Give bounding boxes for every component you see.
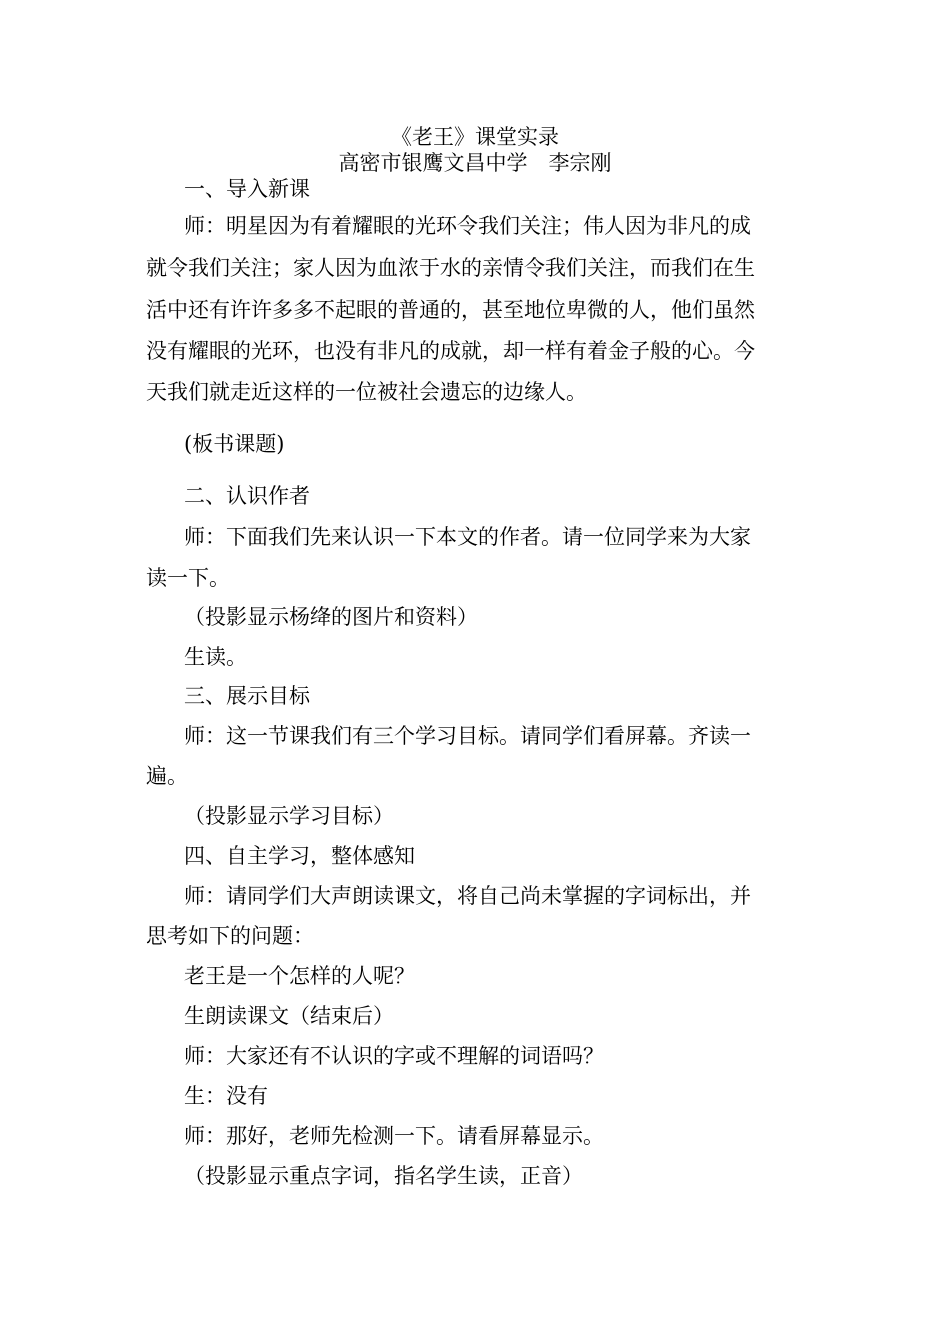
section-heading: 一、导入新课: [184, 177, 310, 201]
paragraph-line: 师：请同学们大声朗读课文，将自己尚未掌握的字词标出，并: [184, 884, 751, 908]
paragraph-line: 老王是一个怎样的人呢？: [184, 964, 415, 988]
document-title: 《老王》课堂实录: [391, 125, 559, 149]
paragraph-line: 就令我们关注；家人因为血浓于水的亲情令我们关注，而我们在生: [146, 256, 755, 280]
paragraph-line: 师：下面我们先来认识一下本文的作者。请一位同学来为大家: [184, 525, 751, 549]
paragraph-line: 师：这一节课我们有三个学习目标。请同学们看屏幕。齐读一: [184, 724, 751, 748]
author-line: 高密市银鹰文昌中学 李宗刚: [338, 151, 612, 175]
paragraph-line: 没有耀眼的光环，也没有非凡的成就，却一样有着金子般的心。今: [146, 339, 755, 363]
paragraph-line: (板书课题): [184, 432, 285, 456]
paragraph-line: 师：大家还有不认识的字或不理解的词语吗？: [184, 1044, 604, 1068]
paragraph-line: 生：没有: [184, 1084, 268, 1108]
section-heading: 三、展示目标: [184, 684, 310, 708]
paragraph-line: 天我们就走近这样的一位被社会遗忘的边缘人。: [146, 380, 587, 404]
paragraph-line: （投影显示杨绛的图片和资料）: [184, 605, 478, 629]
paragraph-line: 生朗读课文（结束后）: [184, 1004, 394, 1028]
section-heading: 四、自主学习，整体感知: [184, 844, 415, 868]
paragraph-line: 活中还有许许多多不起眼的普通的，甚至地位卑微的人，他们虽然: [146, 298, 755, 322]
paragraph-line: （投影显示重点字词，指名学生读，正音）: [184, 1164, 583, 1188]
section-heading: 二、认识作者: [184, 484, 310, 508]
paragraph-line: （投影显示学习目标）: [184, 804, 394, 828]
paragraph-line: 生读。: [184, 645, 247, 669]
paragraph-line: 读一下。: [146, 566, 230, 590]
paragraph-line: 师：那好，老师先检测一下。请看屏幕显示。: [184, 1124, 604, 1148]
paragraph-line: 师：明星因为有着耀眼的光环令我们关注；伟人因为非凡的成: [184, 214, 751, 238]
paragraph-line: 遍。: [146, 764, 188, 788]
paragraph-line: 思考如下的问题：: [146, 924, 314, 948]
